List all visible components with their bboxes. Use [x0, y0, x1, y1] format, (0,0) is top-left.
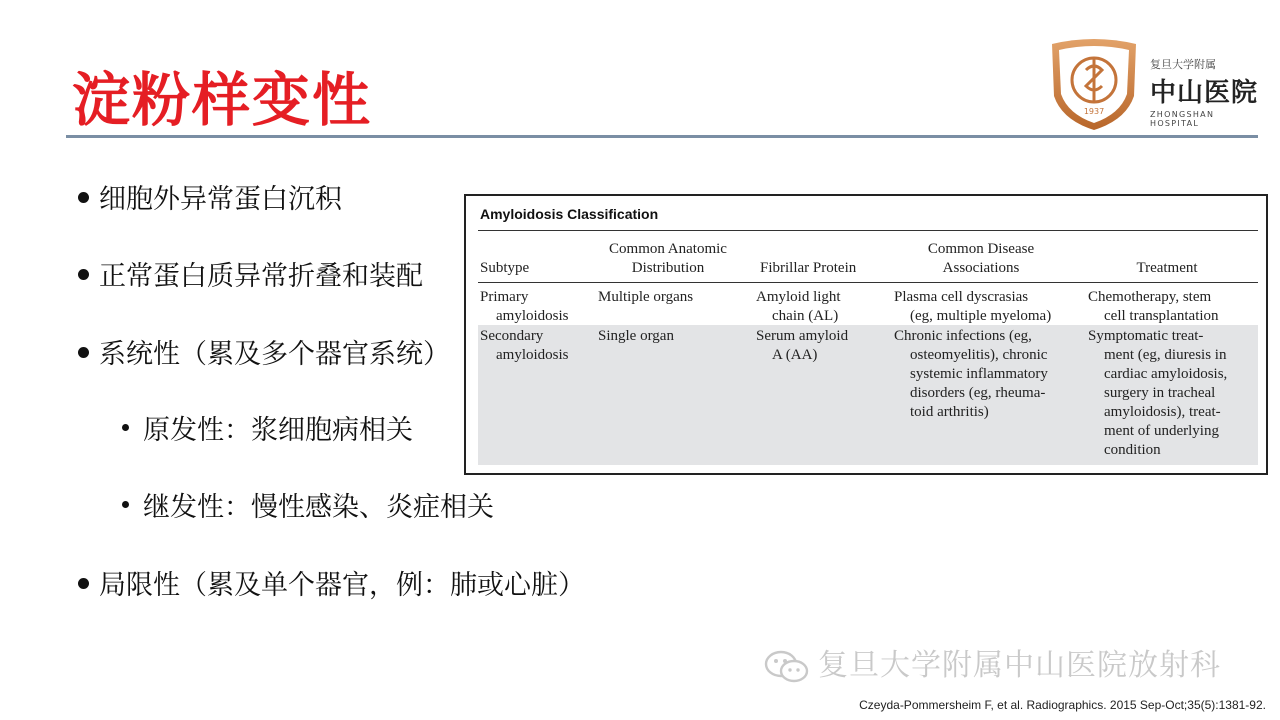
sub-bullet-item [122, 490, 494, 526]
bullet-item [78, 568, 585, 604]
logo-small-text: 复旦大学附属 [1150, 58, 1216, 71]
table-cell: Serum amyloid A (AA) [756, 328, 849, 363]
table-cell: Chronic infections (eg, osteomyelitis), chronic systemic inflammatory disorders (eg, rheuma- toid arthritis) [894, 328, 1048, 420]
table-header-associations: Common Disease Associations [927, 241, 1035, 276]
table-header-protein: Fibrillar Protein [760, 260, 857, 276]
sub-bullet-dot-icon [122, 501, 129, 508]
logo-year: 1937 [1083, 107, 1105, 116]
table-header-subtype: Subtype [480, 260, 530, 276]
table-cell: Multiple organs [598, 289, 694, 305]
table-cell: Secondary amyloidosis [480, 328, 569, 363]
table-header-rule [478, 282, 1258, 283]
hospital-logo [1046, 36, 1260, 132]
bullet-item [78, 259, 423, 295]
table-header-treatment: Treatment [1136, 260, 1198, 276]
citation: Czeyda-Pommersheim F, et al. Radiographics. 2015 Sep-Oct;35(5):1381-92. [859, 698, 1266, 712]
bullet-text: 继发性：慢性感染、炎症相关 [143, 492, 494, 523]
wechat-icon [764, 649, 810, 685]
table-cell: Plasma cell dyscrasias (eg, multiple myeloma) [894, 289, 1052, 324]
bullet-dot-icon [78, 192, 89, 203]
table-top-rule [478, 230, 1258, 231]
bullet-item [78, 182, 342, 218]
bullet-text: 局限性（累及单个器官，例：肺或心脏） [99, 570, 585, 601]
bullet-dot-icon [78, 578, 89, 589]
bullet-text: 正常蛋白质异常折叠和装配 [99, 261, 423, 292]
title-divider [66, 135, 1258, 138]
hospital-emblem-icon [1046, 36, 1142, 132]
bullet-dot-icon [78, 269, 89, 280]
table-cell: Chemotherapy, stem cell transplantation [1088, 289, 1219, 324]
table-title: Amyloidosis Classification [480, 206, 659, 222]
watermark-text: 复旦大学附属中山医院放射科 [818, 648, 1221, 683]
bullet-text: 细胞外异常蛋白沉积 [99, 184, 342, 215]
sub-bullet-item [122, 413, 413, 449]
slide-title: 淀粉样变性 [72, 66, 373, 134]
logo-name-cn: 中山医院 [1150, 78, 1259, 108]
classification-table [464, 194, 1268, 475]
table-cell: Single organ [598, 328, 674, 344]
logo-name-en: ZHONGSHAN HOSPITAL [1150, 110, 1215, 128]
bullet-dot-icon [78, 347, 89, 358]
table-cell: Amyloid light chain (AL) [756, 289, 841, 324]
table-cell: Primary amyloidosis [480, 289, 569, 324]
watermark [764, 640, 1221, 685]
bullet-text: 系统性（累及多个器官系统） [99, 339, 450, 370]
bullet-item [78, 337, 450, 373]
table-header-distribution: Common Anatomic Distribution [609, 241, 727, 276]
table-cell: Symptomatic treat- ment (eg, diuresis in cardiac amyloidosis, surgery in tracheal amyloidosis), treat- ment of underlying condition [1088, 328, 1228, 458]
sub-bullet-dot-icon [122, 424, 129, 431]
bullet-text: 原发性：浆细胞病相关 [143, 415, 413, 446]
